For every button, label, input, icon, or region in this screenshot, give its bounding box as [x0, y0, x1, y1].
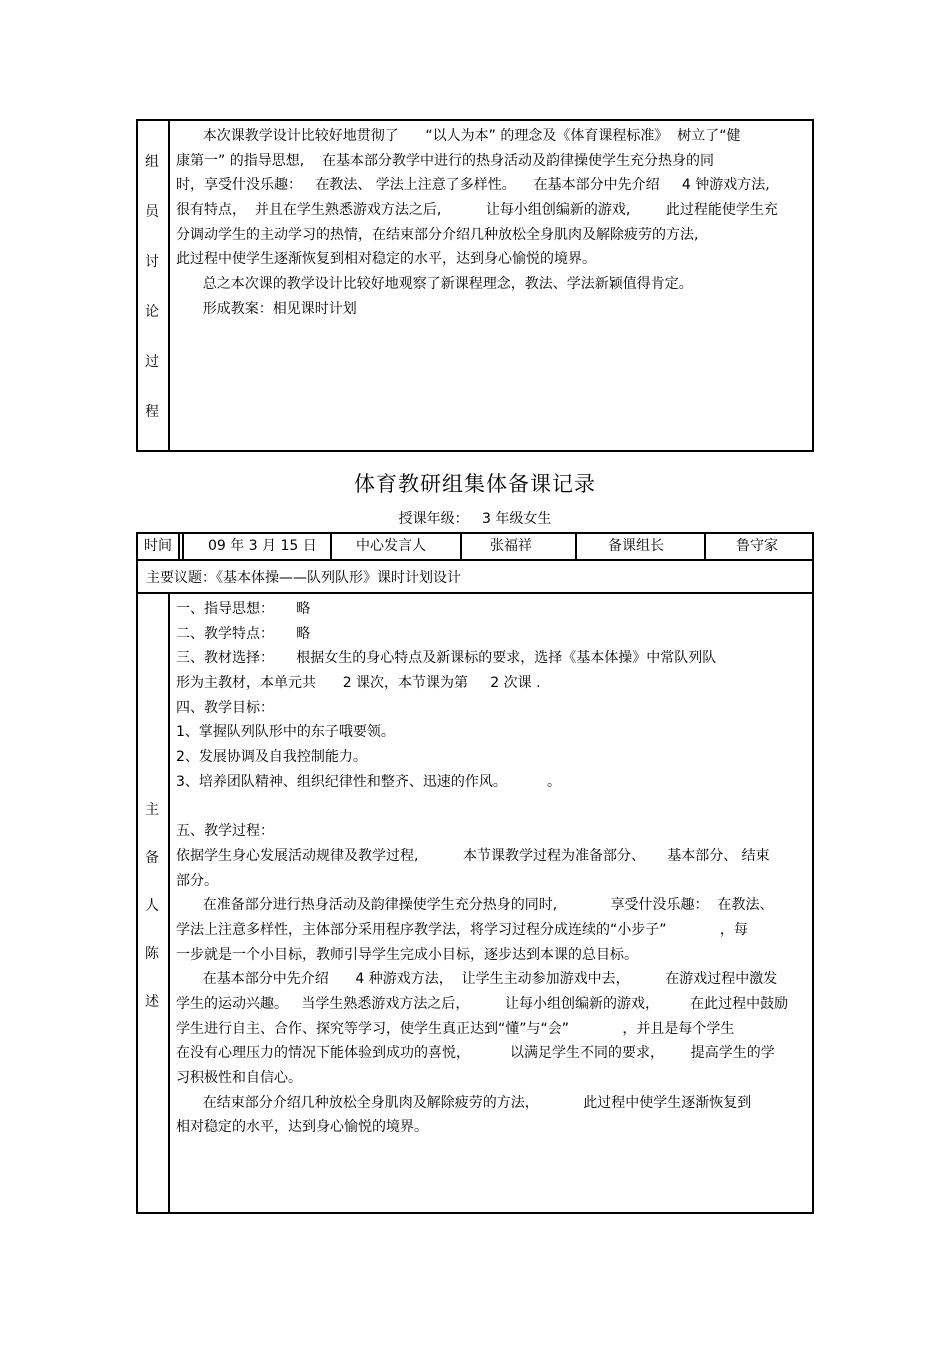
side-char: 述 [145, 994, 159, 1010]
discussion-line: 分调动学生的主动学习的热情，在结束部分介绍几种放松全身肌肉及解除疲劳的方法, [176, 226, 699, 243]
content-line: 一步就是一个小目标，教师引导学生完成小目标，逐步达到本课的总目标。 [176, 946, 638, 963]
side-char: 程 [145, 404, 159, 420]
grade-line [0, 508, 950, 528]
grade-label: 授课年级： [398, 511, 469, 527]
side-char: 主 [145, 802, 159, 818]
content-line: 相对稳定的水平，达到身心愉悦的境界。 [176, 1119, 428, 1136]
content-line: 部分。 [176, 872, 218, 889]
discussion-line: 康第一” 的指导思想, 在基本部分教学中进行的热身活动及韵律操使学生充分热身的同 [176, 152, 714, 169]
content-line: 五、教学过程： [176, 823, 274, 840]
time-label: 时间 [144, 538, 172, 554]
content-line: 2、发展协调及自我控制能力。 [176, 749, 367, 766]
discussion-line: 总之本次课的教学设计比较好地观察了新课程理念，教法、学法新颖值得肯定。 [176, 276, 693, 293]
content-line: 3、培养团队精神、组织纪律性和整齐、迅速的作风。 。 [176, 773, 561, 790]
side-char: 陈 [145, 946, 159, 962]
side-char: 员 [145, 204, 159, 220]
content-line [176, 795, 808, 820]
content-line: 在没有心理压力的情况下能体验到成功的喜悦， 以满足学生不同的要求， 提高学生的学 [176, 1045, 775, 1062]
content-line: 在准备部分进行热身活动及韵律操使学生充分热身的同时, 享受什没乐趣： 在教法、 [176, 897, 774, 914]
discussion-line: 本次课教学设计比较好地贯彻了 “以人为本” 的理念及《体育课程标准》 树立了“健 [176, 128, 741, 144]
page-title: 体育教研组集体备课记录 [354, 472, 596, 496]
side-char: 讨 [145, 254, 159, 270]
leader-label: 备课组长 [608, 538, 664, 554]
content-line: 三、教材选择： 根据女生的身心特点及新课标的要求，选择《基本体操》中常队列队 [176, 650, 717, 667]
discussion-content [176, 124, 808, 322]
date-value: 09 年 3 月 15 日 [208, 538, 317, 554]
side-char: 人 [145, 898, 159, 914]
discussion-line: 形成教案：相见课时计划 [176, 300, 357, 317]
content-line: 学法上注意多样性，主体部分采用程序教学法，将学习过程分成连续的“小步子” ，每 [176, 921, 748, 938]
grade-value: 3 年级女生 [482, 511, 552, 527]
content-line: 学生进行自主、合作、探究等学习，使学生真正达到“懂”与“会” ，并且是每个学生 [176, 1020, 735, 1037]
presenter-content [176, 597, 808, 1140]
content-line: 二、教学特点： 略 [176, 625, 311, 642]
speaker-label: 中心发言人 [356, 538, 426, 554]
side-char: 备 [145, 850, 159, 866]
leader-name: 鲁守家 [736, 538, 778, 554]
content-line: 学生的运动兴趣。 当学生熟悉游戏方法之后， 让每小组创编新的游戏， 在此过程中鼓励 [176, 996, 789, 1012]
content-line: 一、指导思想： 略 [176, 601, 311, 617]
discussion-line: 时，享受什没乐趣： 在教法、 学法上注意了多样性。 在基本部分中先介绍 4 钟游戏方法, [176, 177, 770, 194]
discussion-table [136, 119, 814, 452]
record-table [136, 532, 814, 1214]
discussion-line: 很有特点， 并且在学生熟悉游戏方法之后, 让每小组创编新的游戏, 此过程能使学生充 [176, 202, 778, 219]
content-line: 四、教学目标： [176, 699, 274, 716]
content-line: 形为主教材，本单元共 2 课次，本节课为第 2 次课 . [176, 675, 541, 692]
topic-row [138, 561, 812, 594]
content-line: 1、掌握队列队形中的东子哦要领。 [176, 724, 395, 741]
side-char: 组 [145, 154, 159, 170]
discussion-line: 此过程中使学生逐渐恢复到相对稳定的水平，达到身心愉悦的境界。 [176, 251, 596, 268]
side-char: 过 [145, 354, 159, 370]
content-line: 在结束部分介绍几种放松全身肌肉及解除疲劳的方法， 此过程中使学生逐渐恢复到 [176, 1094, 752, 1111]
discussion-side-label [138, 121, 170, 450]
content-line: 习积极性和自信心。 [176, 1070, 302, 1087]
speaker-name: 张福祥 [490, 538, 532, 554]
content-line: 在基本部分中先介绍 4 种游戏方法， 让学生主动参加游戏中去， 在游戏过程中激发 [176, 971, 778, 988]
record-header-row [138, 534, 812, 561]
content-line: 依据学生身心发展活动规律及教学过程, 本节课教学过程为准备部分、 基本部分、 结束 [176, 847, 770, 864]
topic-text: 主要议题：《基本体操——队列队形》课时计划设计 [146, 570, 461, 586]
presenter-side-label [138, 594, 170, 1212]
side-char: 论 [145, 304, 159, 320]
